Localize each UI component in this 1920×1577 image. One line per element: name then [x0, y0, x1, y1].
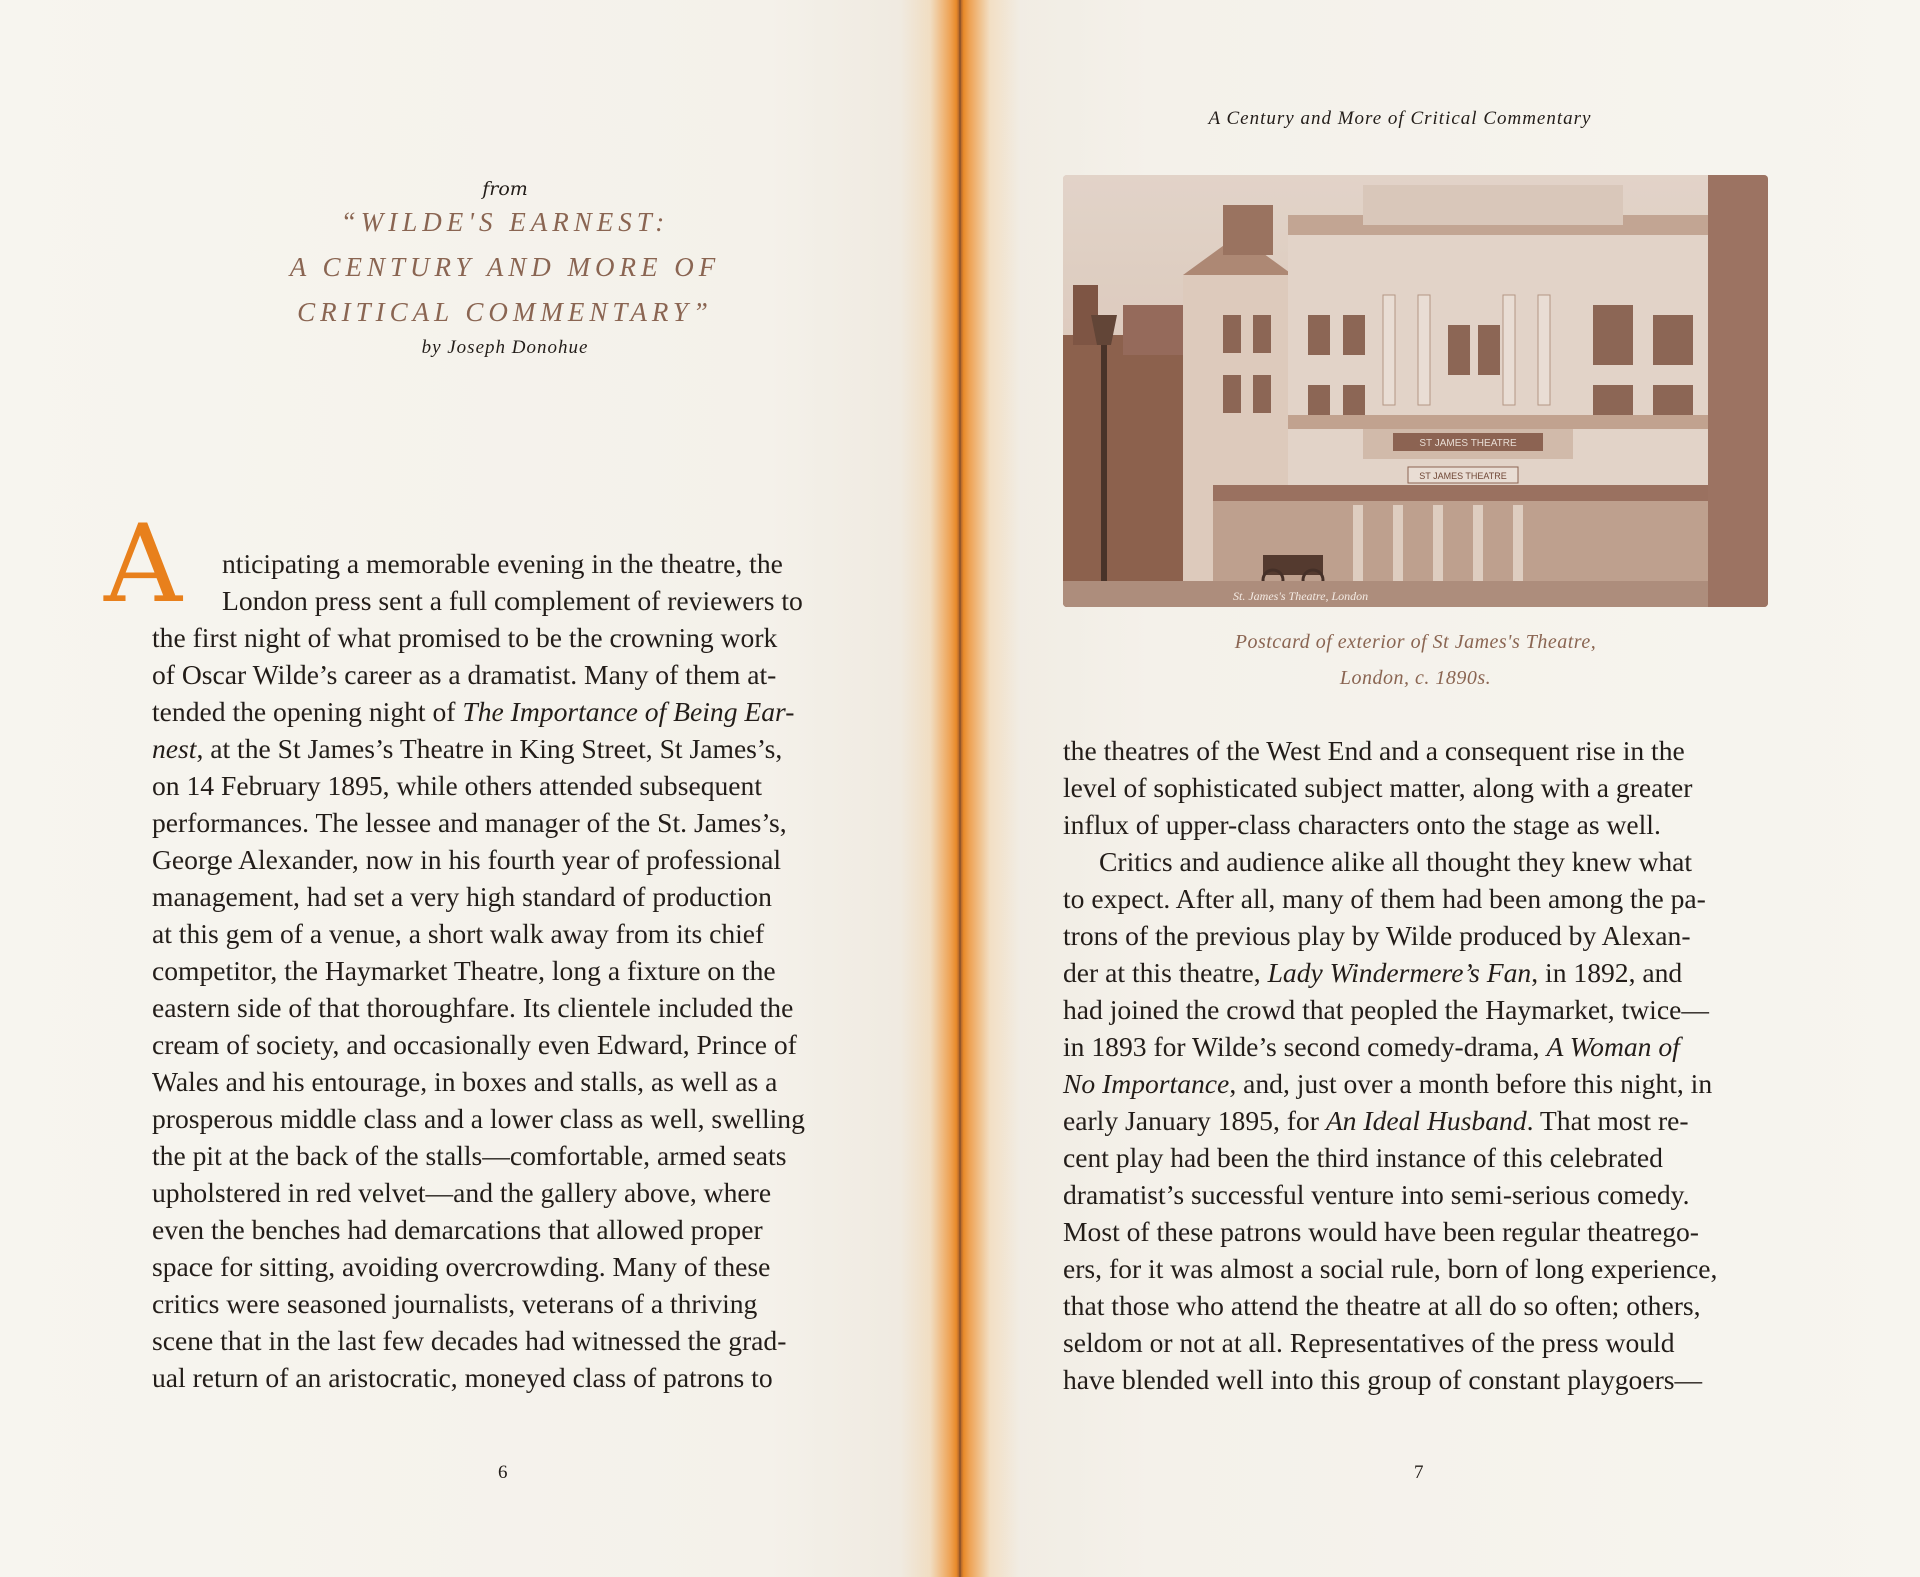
text-line: performances. The lessee and manager of the St. James’s,: [152, 807, 787, 838]
text-fragment: , at the St James’s Theatre in King Street, St James’s,: [196, 733, 783, 764]
text-line: level of sophisticated subject matter, along with a greater: [1063, 772, 1693, 803]
text-line: even the benches had demarcations that allowed proper: [152, 1214, 763, 1245]
text-line: space for sitting, avoiding overcrowding. Many of these: [152, 1251, 771, 1282]
text-fragment: early January 1895, for: [1063, 1105, 1326, 1136]
photo-inscription: St. James's Theatre, London: [1233, 589, 1369, 603]
author-byline: by Joseph Donohue: [421, 337, 589, 358]
text-line: competitor, the Haymarket Theatre, long a fixture on the: [152, 955, 776, 986]
text-line: management, had set a very high standard of production: [152, 881, 772, 912]
text-line: of Oscar Wilde’s career as a dramatist. Many of them at-: [152, 659, 777, 690]
text-line: upholstered in red velvet—and the gallery above, where: [152, 1177, 772, 1208]
text-line: the theatres of the West End and a consequent rise in the: [1063, 735, 1685, 766]
text-line: [1063, 954, 1783, 991]
title-line-2: A CENTURY AND MORE OF: [289, 252, 721, 282]
text-line: Most of these patrons would have been regular theatrego-: [1063, 1216, 1699, 1247]
text-line: London press sent a full complement of reviewers to: [222, 585, 803, 616]
text-line: seldom or not at all. Representatives of the press would: [1063, 1327, 1675, 1358]
photo-sign-upper: ST JAMES THEATRE: [1419, 438, 1517, 449]
title-line-1: “WILDE'S EARNEST:: [340, 207, 670, 237]
title-block: [230, 178, 780, 359]
text-line: Wales and his entourage, in boxes and stalls, as well as a: [152, 1066, 778, 1097]
running-head: A Century and More of Critical Commentary: [1208, 108, 1592, 129]
text-fragment: tended the opening night of: [152, 696, 463, 727]
text-line: George Alexander, now in his fourth year of professional: [152, 844, 782, 875]
page-number-left: 6: [498, 1462, 508, 1483]
text-line: that those who attend the theatre at all do so often; others,: [1063, 1290, 1701, 1321]
text-line: trons of the previous play by Wilde produced by Alexan-: [1063, 920, 1691, 951]
text-line: critics were seasoned journalists, veterans of a thriving: [152, 1288, 758, 1319]
caption-line-2: London, c. 1890s.: [1339, 667, 1492, 689]
text-line: have blended well into this group of constant playgoers—: [1063, 1364, 1703, 1395]
text-line: influx of upper-class characters onto the stage as well.: [1063, 809, 1661, 840]
text-line: on 14 February 1895, while others attended subsequent: [152, 770, 762, 801]
text-line: Critics and audience alike all thought they knew what: [1099, 846, 1693, 877]
play-title: No Importance: [1063, 1068, 1230, 1099]
text-fragment: , and, just over a month before this night, in: [1229, 1068, 1713, 1099]
text-line: [152, 693, 872, 730]
text-line: dramatist’s successful venture into semi-serious comedy.: [1063, 1179, 1690, 1210]
right-body-text: [1063, 732, 1783, 1398]
from-label: from: [482, 178, 528, 200]
theatre-postcard-photo: [1063, 175, 1768, 607]
text-line: nticipating a memorable evening in the theatre, the: [222, 548, 783, 579]
text-line: eastern side of that thoroughfare. Its clientele included the: [152, 992, 794, 1023]
text-fragment: in 1893 for Wilde’s second comedy-drama,: [1063, 1031, 1547, 1062]
title-line-3: CRITICAL COMMENTARY”: [297, 297, 713, 327]
photo-caption: [1063, 624, 1768, 696]
text-line: scene that in the last few decades had witnessed the grad-: [152, 1325, 787, 1356]
caption-line-1: Postcard of exterior of St James's Theatre,: [1234, 631, 1597, 653]
page-number-right: 7: [1414, 1462, 1424, 1483]
text-line: [1063, 1065, 1783, 1102]
text-line: the first night of what promised to be the crowning work: [152, 622, 778, 653]
text-line: [1063, 1028, 1783, 1065]
text-line: to expect. After all, many of them had been among the pa-: [1063, 883, 1706, 914]
left-body-text: [104, 502, 872, 1396]
book-gutter: [900, 0, 1020, 1577]
text-line: at this gem of a venue, a short walk away from its chief: [152, 918, 765, 949]
left-page: [0, 0, 952, 1577]
text-line: cent play had been the third instance of this celebrated: [1063, 1142, 1663, 1173]
play-title: Lady Windermere’s Fan: [1267, 957, 1532, 988]
drop-cap: A: [104, 502, 182, 627]
text-fragment: der at this theatre,: [1063, 957, 1268, 988]
text-line: [1063, 1102, 1783, 1139]
text-fragment: , in 1892, and: [1531, 957, 1683, 988]
text-line: ers, for it was almost a social rule, born of long experience,: [1063, 1253, 1718, 1284]
play-title: nest: [152, 733, 197, 764]
theatre-illustration: [1063, 175, 1768, 607]
play-title: The Importance of Being Ear-: [462, 696, 795, 727]
text-line: the pit at the back of the stalls—comfortable, armed seats: [152, 1140, 787, 1171]
play-title: A Woman of: [1546, 1031, 1680, 1062]
play-title: An Ideal Husband: [1325, 1105, 1527, 1136]
text-line: cream of society, and occasionally even Edward, Prince of: [152, 1029, 797, 1060]
text-line: ual return of an aristocratic, moneyed class of patrons to: [152, 1362, 773, 1393]
text-line: had joined the crowd that peopled the Haymarket, twice—: [1063, 994, 1709, 1025]
text-line: [152, 730, 872, 767]
text-fragment: . That most re-: [1526, 1105, 1689, 1136]
photo-sign-lower: ST JAMES THEATRE: [1419, 471, 1507, 481]
text-line: prosperous middle class and a lower class as well, swelling: [152, 1103, 805, 1134]
